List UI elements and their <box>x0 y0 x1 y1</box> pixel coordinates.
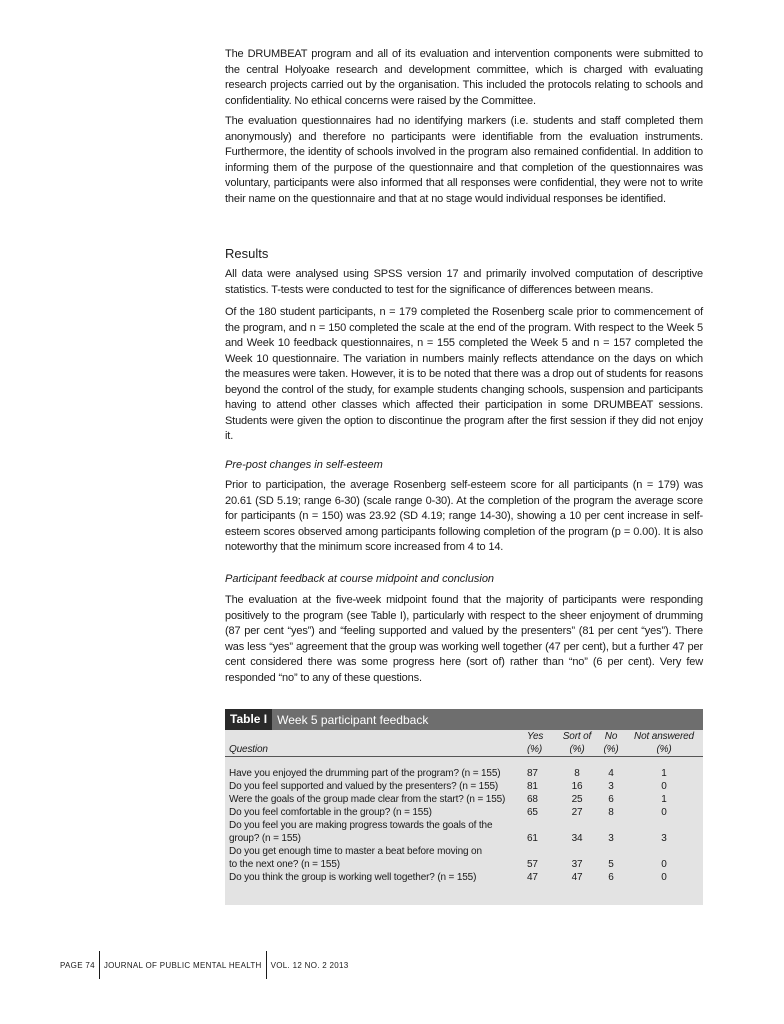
footer-divider <box>266 951 267 979</box>
paragraph-participants <box>225 305 703 445</box>
body-text: The evaluation at the five-week midpoint found that the majority of participants were responding positively to the program (see Table I), particularly with respect to the sheer enjoyment of drumming (87 per cent “yes”) and “feeling supported and valued by the presenters” (81 per cent “yes”). There was less “yes” agreement that the group was working well together (47 per cent), but a further 47 per cent considered there was some progress here (sort of) rather than “no” (6 per cent). Very few responded “no” to any of these questions. <box>225 594 703 684</box>
page-footer <box>60 951 349 979</box>
body-text: The DRUMBEAT program and all of its evaluation and intervention components were submitted to the central Holyoake research and development committee, which is charged with evaluating research projects carried out by the organisation. This included the protocols relating to schools and confidentiality. No ethical concerns were raised by the Committee. <box>225 48 703 107</box>
header-yes: Yes (%) <box>527 730 557 757</box>
body-text: The evaluation questionnaires had no identifying markers (i.e. students and staff completed them anonymously) and therefore no participants were identifiable from the evaluation instruments. Furthermore, the identity of schools involved in the program also remained confidential. In addition to informing them of the purpose of the questionnaire and that completion of the questionnaires was voluntary, participants were also informed that all responses were confidential, they were not to write their name on the questionnaire and that at no stage would individual responses be identified. <box>225 115 703 205</box>
paragraph-feedback <box>225 593 703 686</box>
table-row: Do you feel supported and valued by the presenters? (n = 155) 81 16 3 0 <box>229 781 667 792</box>
subheading-feedback: Participant feedback at course midpoint and conclusion <box>225 573 495 585</box>
footer-divider <box>99 951 100 979</box>
table-week5-feedback <box>225 709 703 905</box>
page-number: PAGE 74 <box>60 960 95 970</box>
header-not-answered: Not answered (%) <box>625 730 703 757</box>
results-heading-wrap <box>225 246 703 262</box>
subheading-wrap-2 <box>225 572 703 587</box>
table-header-row <box>225 730 703 757</box>
table-title: Week 5 participant feedback <box>277 712 429 727</box>
subheading-self-esteem: Pre-post changes in self-esteem <box>225 459 383 471</box>
table-row: Have you enjoyed the drumming part of the program? (n = 155) 87 8 4 1 <box>229 768 667 779</box>
table-row: Do you get enough time to master a beat before moving on to the next one? (n = 155) 57 37 5 0 <box>229 846 667 870</box>
table-row: Do you feel comfortable in the group? (n = 155) 65 27 8 0 <box>229 807 667 818</box>
table-label: Table I <box>225 709 272 730</box>
body-text: Prior to participation, the average Rosenberg self-esteem score for all participants (n = 179) was 20.61 (SD 5.19; range 6-30) (scale range 0-30). At the completion of the program the average score for participants (n = 150) was 23.92 (SD 4.19; range 14-30), showing a 10 per cent increase in self-esteem scores observed among participants following completion of the program (p = 0.00). It is also noteworthy that the minimum score increased from 4 to 14. <box>225 479 703 553</box>
body-text: Of the 180 student participants, n = 179 completed the Rosenberg scale prior to commencement of the program, and n = 150 completed the scale at the end of the program. With respect to the Week 5 and Week 10 feedback questionnaires, n = 155 completed the Week 5 and n = 157 completed the Week 10 questionnaire. The variation in numbers mainly reflects attendance on the days on which the measures were taken. However, it is to be noted that there was a drop out of students for reasons beyond the control of the study, for example students changing schools, suspension and participants having to attend other classes which affected their participation in some DRUMBEAT sessions. Students were given the option to discontinue the program after the first session if they did not enjoy it. <box>225 306 703 442</box>
body-text: All data were analysed using SPSS version 17 and primarily involved computation of descriptive statistics. T-tests were conducted to test for the significance of differences between means. <box>225 268 703 296</box>
paragraph-self-esteem <box>225 478 703 556</box>
header-question: Question <box>225 730 527 757</box>
header-no: No (%) <box>597 730 625 757</box>
header-sort-of: Sort of (%) <box>557 730 597 757</box>
table-row: Do you think the group is working well together? (n = 155) 47 47 6 0 <box>229 872 667 883</box>
volume-info: VOL. 12 NO. 2 2013 <box>270 960 349 970</box>
section-heading-results: Results <box>225 246 269 261</box>
table-row: Were the goals of the group made clear from the start? (n = 155) 68 25 6 1 <box>229 794 667 805</box>
paragraph-ethics <box>225 47 703 109</box>
table-row: Do you feel you are making progress towards the goals of the group? (n = 155) 61 34 3 3 <box>229 820 667 844</box>
paragraph-analysis <box>225 267 703 298</box>
paragraph-anonymity <box>225 114 703 207</box>
table-caption <box>225 709 703 730</box>
table-grid <box>225 730 703 884</box>
journal-name: JOURNAL OF PUBLIC MENTAL HEALTH <box>103 960 262 970</box>
subheading-wrap-1 <box>225 458 703 473</box>
